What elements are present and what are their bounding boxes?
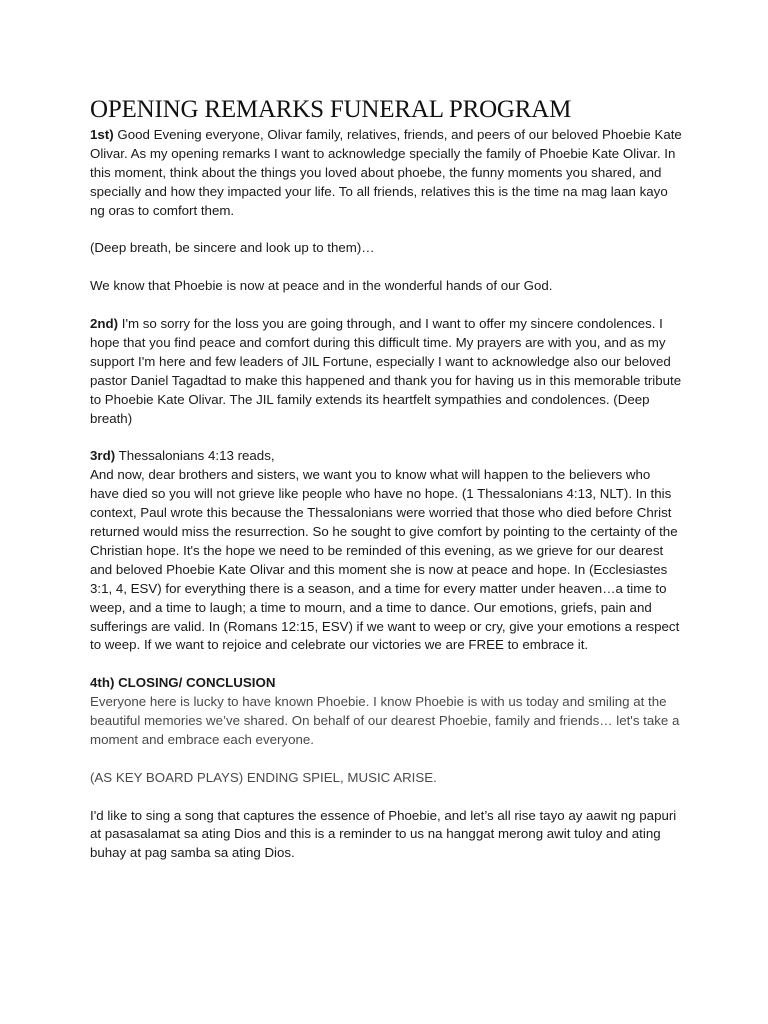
- section-2-paragraph: [90, 315, 682, 428]
- section-1-label: 1st): [90, 127, 114, 142]
- section-4-music-cue: (AS KEY BOARD PLAYS) ENDING SPIEL, MUSIC ARISE.: [90, 769, 437, 785]
- document-page: [90, 96, 682, 863]
- section-1-note: (Deep breath, be sincere and look up to them)…: [90, 240, 375, 256]
- document-title: OPENING REMARKS FUNERAL PROGRAM: [90, 96, 572, 123]
- section-3-heading-line: [90, 447, 682, 466]
- section-4-heading: [90, 674, 682, 693]
- section-1-peace: We know that Phoebie is now at peace and in the wonderful hands of our God.: [90, 278, 553, 294]
- section-2-text: I'm so sorry for the loss you are going through, and I want to offer my sincere condolences. I hope that you find peace and comfort during this difficult time. My prayers are with you, and as my support I'm here and few leaders of JIL Fortune, especially I want to acknowledge also our beloved pastor Daniel Tagadtad to make this happened and thank you for having us in this memorable tribute to Phoebie Kate Olivar. The JIL family extends its heartfelt sympathies and condolences. (Deep breath): [90, 316, 682, 426]
- section-1-text: Good Evening everyone, Olivar family, relatives, friends, and peers of our beloved Phoebie Kate Olivar. As my opening remarks I want to acknowledge specially the family of Phoebie Kate Olivar. In this moment, think about the things you loved about phoebe, the funny moments you shared, and specially and how they impacted your life. To all friends, relatives this is the time na mag laan kayo ng oras to comfort them.: [90, 127, 682, 218]
- section-2-label: 2nd): [90, 316, 119, 332]
- section-4-text: Everyone here is lucky to have known Phoebie. I know Phoebie is with us today and smiling at the beautiful memories we’ve shared. On behalf of our dearest Phoebie, family and friends… let's take a moment and embrace each everyone.: [90, 694, 680, 747]
- section-3-label: 3rd): [90, 448, 116, 464]
- section-1-paragraph: [90, 126, 682, 221]
- section-3-text: And now, dear brothers and sisters, we want you to know what will happen to the believers who have died so you will not grieve like people who have no hope. (1 Thessalonians 4:13, NLT). In this context, Paul wrote this because the Thessalonians were worried that those who died before Christ returned would miss the resurrection. So he sought to give comfort by pointing to the certainty of the Christian hope. It's the hope we need to be reminded of this evening, as we grieve for our dearest and beloved Phoebie Kate Olivar and this moment she is now at peace and hope. In (Ecclesiastes 3:1, 4, ESV) for everything there is a season, and a time for every matter under heaven…a time to weep, and a time to laugh; a time to mourn, and a time to dance. Our emotions, griefs, pain and sufferings are valid. In (Romans 12:15, ESV) if we want to weep or cry, give your emotions a respect to weep. If we want to rejoice and celebrate our victories we are FREE to embrace it.: [90, 467, 680, 653]
- section-4-label: 4th) CLOSING/ CONCLUSION: [90, 675, 276, 691]
- section-4-closing: I'd like to sing a song that captures the essence of Phoebie, and let’s all rise tayo ay aawit ng papuri at pasasalamat sa ating Dios and this is a reminder to us na hanggat merong awit tuloy and ating buhay at pag samba sa ating Dios.: [90, 807, 677, 861]
- section-3-heading: Thessalonians 4:13 reads,: [115, 448, 275, 464]
